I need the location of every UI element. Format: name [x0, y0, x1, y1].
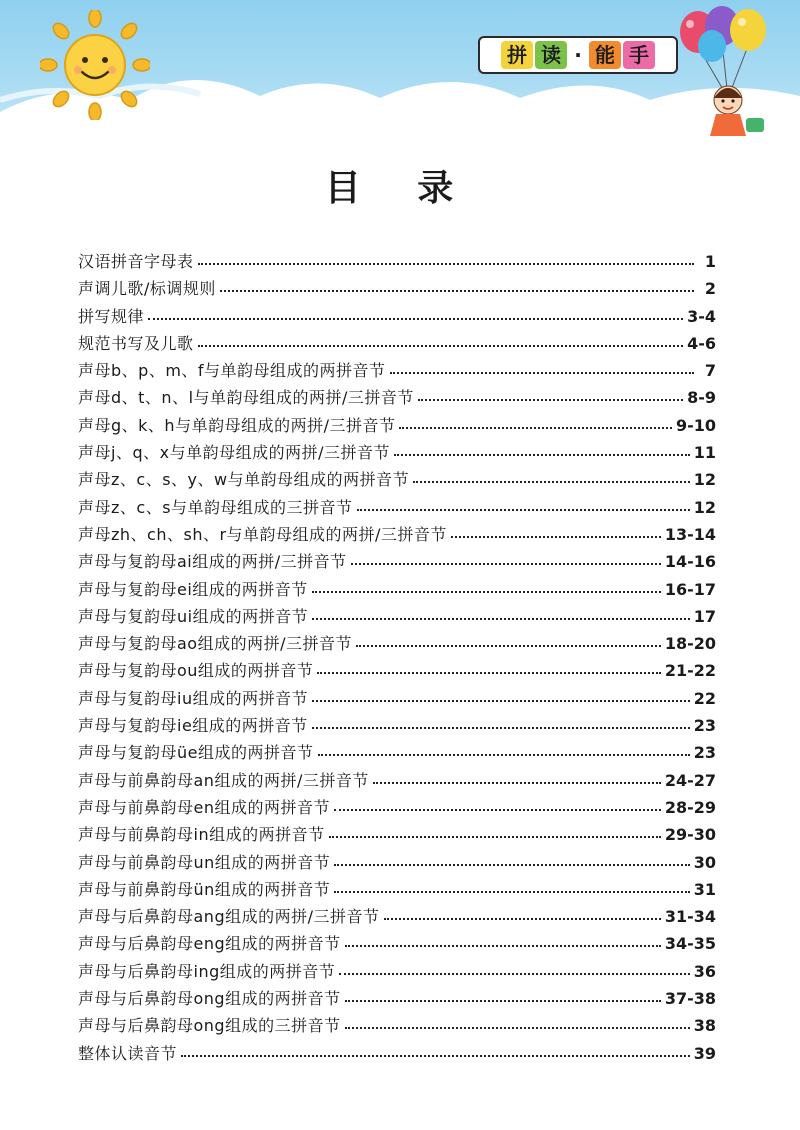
dot-leader: [345, 999, 661, 1002]
toc-row-27[interactable]: [78, 958, 716, 985]
brand-char-2: 读: [535, 41, 567, 69]
brand-char-4: 能: [589, 41, 621, 69]
toc-page-number: 14-16: [664, 552, 716, 572]
brand-char-5: 手: [623, 41, 655, 69]
dot-leader: [334, 808, 661, 811]
toc-entry-label: 声母b、p、m、f与单韵母组成的两拼音节: [78, 361, 386, 381]
toc-page-number: 28-29: [664, 797, 716, 817]
toc-row-11[interactable]: [78, 521, 716, 548]
toc-row-25[interactable]: [78, 903, 716, 930]
toc-entry-label: 声母与后鼻韵母eng组成的两拼音节: [78, 934, 341, 954]
dot-leader: [329, 835, 661, 838]
toc-entry-label: 声母与后鼻韵母ing组成的两拼音节: [78, 961, 336, 981]
dot-leader: [351, 562, 661, 565]
dot-leader: [318, 753, 690, 756]
toc-entry-label: 声母与复韵母iu组成的两拼音节: [78, 688, 309, 708]
brand-char-3: ·: [569, 41, 587, 69]
toc-entry-label: 声母d、t、n、l与单韵母组成的两拼/三拼音节: [78, 388, 414, 408]
toc-entry-label: 声母与前鼻韵母an组成的两拼/三拼音节: [78, 770, 369, 790]
toc-entry-label: 声母与复韵母ai组成的两拼/三拼音节: [78, 552, 347, 572]
toc-row-6[interactable]: [78, 384, 716, 411]
toc-row-26[interactable]: [78, 930, 716, 957]
toc-row-7[interactable]: [78, 412, 716, 439]
dot-leader: [345, 944, 661, 947]
toc-row-14[interactable]: [78, 603, 716, 630]
toc-row-5[interactable]: [78, 357, 716, 384]
brand-char-1: 拼: [501, 41, 533, 69]
toc-entry-label: 声调儿歌/标调规则: [78, 279, 216, 299]
dot-leader: [356, 644, 661, 647]
toc-row-23[interactable]: [78, 849, 716, 876]
toc-page-number: 23: [693, 716, 716, 736]
toc-page-number: 2: [704, 279, 716, 299]
toc-row-10[interactable]: [78, 494, 716, 521]
toc-row-30[interactable]: [78, 1040, 716, 1067]
toc-entry-label: 声母与前鼻韵母en组成的两拼音节: [78, 797, 330, 817]
dot-leader: [373, 781, 661, 784]
toc-page-number: 21-22: [664, 661, 716, 681]
dot-leader: [312, 726, 690, 729]
dot-leader: [334, 890, 689, 893]
page-title: 目 录: [324, 167, 476, 209]
dot-leader: [198, 262, 694, 265]
toc-page-number: 3-4: [687, 306, 716, 326]
toc-row-4[interactable]: [78, 330, 716, 357]
toc-page-number: 13-14: [664, 524, 716, 544]
toc-row-13[interactable]: [78, 576, 716, 603]
toc-page-number: 37-38: [664, 989, 716, 1009]
dot-leader: [312, 617, 690, 620]
toc-row-20[interactable]: [78, 767, 716, 794]
dot-leader: [394, 453, 690, 456]
toc-entry-label: 声母与复韵母ou组成的两拼音节: [78, 661, 314, 681]
dot-leader: [334, 863, 689, 866]
toc-page-number: 31-34: [664, 907, 716, 927]
toc-entry-label: 声母与复韵母ao组成的两拼/三拼音节: [78, 634, 352, 654]
dot-leader: [384, 917, 661, 920]
toc-page-number: 1: [704, 252, 716, 271]
dot-leader: [339, 972, 689, 975]
toc-page-number: 11: [693, 443, 716, 463]
toc-entry-label: 声母g、k、h与单韵母组成的两拼/三拼音节: [78, 415, 396, 435]
toc-page-number: 12: [693, 470, 716, 490]
toc-entry-label: 声母zh、ch、sh、r与单韵母组成的两拼/三拼音节: [78, 524, 447, 544]
dot-leader: [390, 371, 694, 374]
toc-row-21[interactable]: [78, 794, 716, 821]
toc-row-9[interactable]: [78, 466, 716, 493]
toc-page-number: 23: [693, 743, 716, 763]
toc-page-number: 24-27: [664, 770, 716, 790]
toc-row-3[interactable]: [78, 303, 716, 330]
toc-entry-label: 声母z、c、s与单韵母组成的三拼音节: [78, 497, 353, 517]
dot-leader: [399, 426, 671, 429]
toc-entry-label: 声母与前鼻韵母ün组成的两拼音节: [78, 879, 331, 899]
toc-entry-label: 声母与复韵母ui组成的两拼音节: [78, 606, 309, 626]
table-of-contents: [78, 248, 716, 1067]
toc-entry-label: 声母与后鼻韵母ang组成的两拼/三拼音节: [78, 907, 380, 927]
toc-row-15[interactable]: [78, 630, 716, 657]
toc-entry-label: 汉语拼音字母表: [78, 252, 194, 271]
toc-page-number: 4-6: [687, 333, 716, 353]
toc-row-24[interactable]: [78, 876, 716, 903]
girl-with-balloons-icon: [670, 6, 790, 140]
toc-page-number: 22: [693, 688, 716, 708]
dot-leader: [413, 480, 690, 483]
toc-entry-label: 声母与后鼻韵母ong组成的两拼音节: [78, 989, 341, 1009]
toc-row-22[interactable]: [78, 821, 716, 848]
toc-row-16[interactable]: [78, 657, 716, 684]
toc-row-1[interactable]: [78, 248, 716, 275]
toc-page-number: 18-20: [664, 634, 716, 654]
toc-page-number: 31: [693, 879, 716, 899]
toc-page-number: 12: [693, 497, 716, 517]
toc-page-number: 9-10: [675, 415, 716, 435]
toc-row-2[interactable]: [78, 275, 716, 302]
dot-leader: [198, 344, 684, 347]
toc-entry-label: 整体认读音节: [78, 1043, 178, 1063]
dot-leader: [312, 590, 661, 593]
toc-entry-label: 声母与复韵母ei组成的两拼音节: [78, 579, 308, 599]
dot-leader: [220, 289, 694, 292]
toc-row-12[interactable]: [78, 548, 716, 575]
toc-page-number: 38: [693, 1016, 716, 1036]
toc-page-number: 8-9: [687, 388, 716, 408]
toc-page-number: 16-17: [664, 579, 716, 599]
toc-entry-label: 声母与复韵母ie组成的两拼音节: [78, 716, 308, 736]
toc-entry-label: 拼写规律: [78, 306, 145, 326]
toc-page-number: 39: [693, 1043, 716, 1063]
dot-leader: [345, 1026, 690, 1029]
dot-leader: [357, 508, 690, 511]
toc-row-19[interactable]: [78, 739, 716, 766]
toc-page-number: 34-35: [664, 934, 716, 954]
toc-row-29[interactable]: [78, 1012, 716, 1039]
toc-page-number: 36: [693, 961, 716, 981]
toc-row-17[interactable]: [78, 685, 716, 712]
toc-entry-label: 声母与后鼻韵母ong组成的三拼音节: [78, 1016, 341, 1036]
toc-page-number: 17: [693, 606, 716, 626]
toc-row-18[interactable]: [78, 712, 716, 739]
toc-entry-label: 声母与复韵母üe组成的两拼音节: [78, 743, 314, 763]
dot-leader: [451, 535, 661, 538]
dot-leader: [181, 1054, 690, 1057]
toc-entry-label: 规范书写及儿歌: [78, 333, 194, 353]
toc-page-number: 30: [693, 852, 716, 872]
toc-page-number: 7: [704, 361, 716, 381]
dot-leader: [418, 398, 683, 401]
dot-leader: [317, 671, 660, 674]
brand-logo: [478, 36, 678, 74]
toc-page-number: 29-30: [664, 825, 716, 845]
toc-entry-label: 声母z、c、s、y、w与单韵母组成的两拼音节: [78, 470, 410, 490]
toc-entry-label: 声母j、q、x与单韵母组成的两拼/三拼音节: [78, 443, 390, 463]
toc-entry-label: 声母与前鼻韵母in组成的两拼音节: [78, 825, 325, 845]
page-header: [0, 0, 800, 140]
smiling-sun-icon: [40, 10, 150, 120]
toc-row-28[interactable]: [78, 985, 716, 1012]
toc-row-8[interactable]: [78, 439, 716, 466]
dot-leader: [312, 699, 690, 702]
dot-leader: [148, 317, 683, 320]
toc-entry-label: 声母与前鼻韵母un组成的两拼音节: [78, 852, 331, 872]
